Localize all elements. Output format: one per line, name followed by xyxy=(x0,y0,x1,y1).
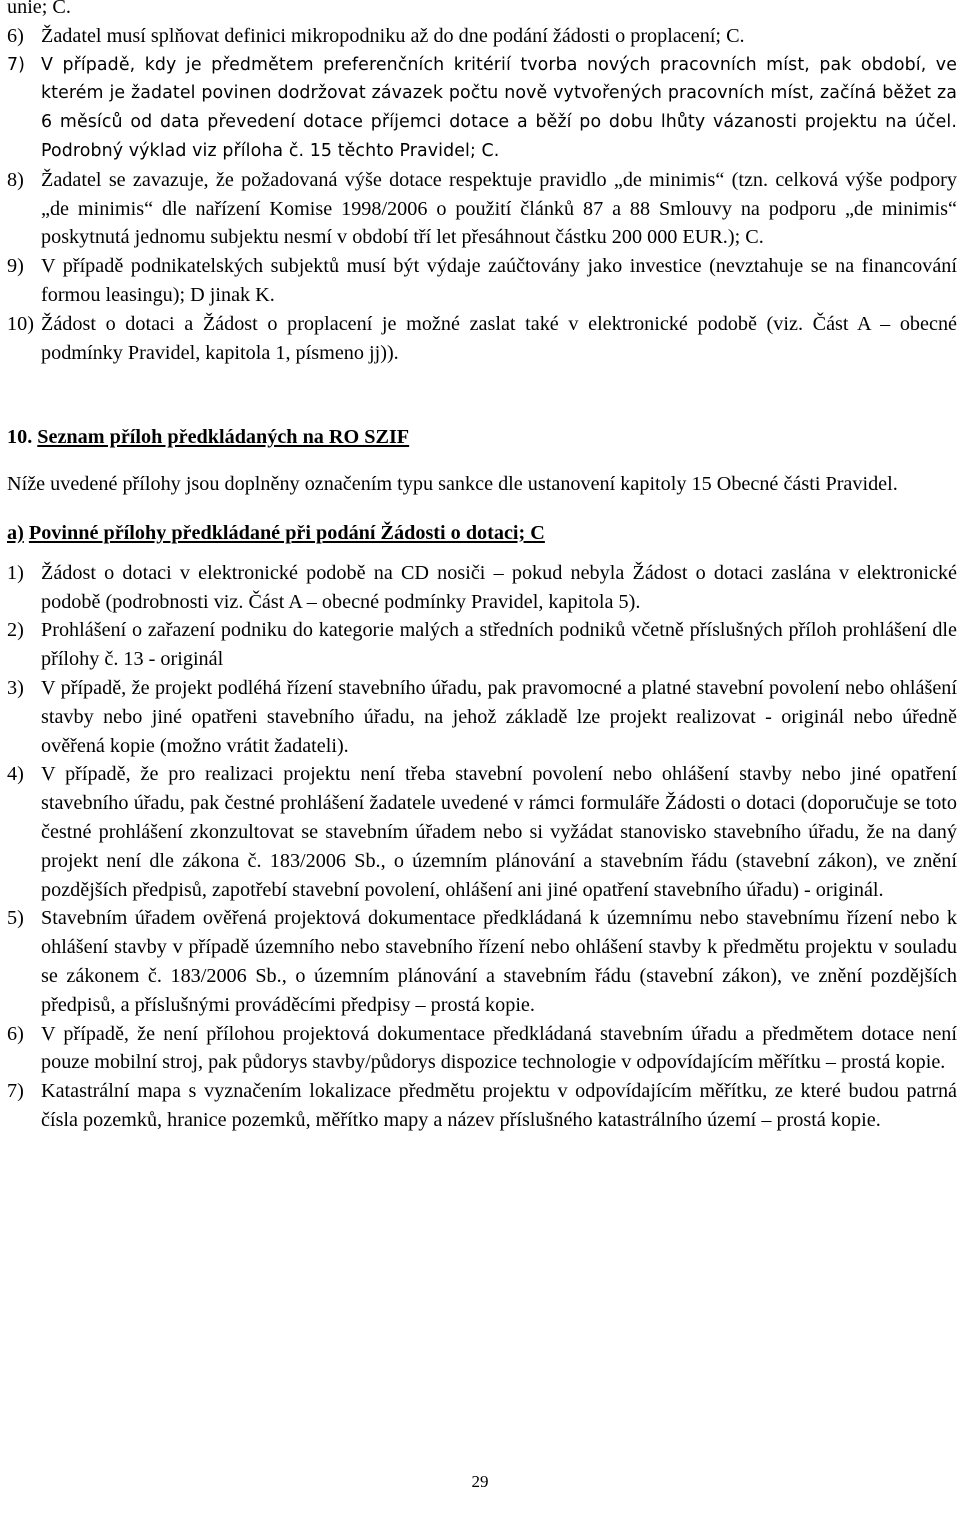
item-number: 7) xyxy=(7,1080,24,1103)
section-number: 10. xyxy=(7,426,33,449)
item-text: Prohlášení o zařazení podniku do kategorie malých a středních podniků včetně příslušných příloh prohlášení dle přílohy č. 13 - originál xyxy=(41,619,957,671)
item-number: 8) xyxy=(7,168,24,191)
item-number: 6) xyxy=(7,24,24,47)
item-text: V případě, že není přílohou projektová dokumentace předkládaná stavebním úřadu a předmětem dotace není pouze mobilní stroj, pak půdorys stavby/půdorys dispozice technologie v odpovídajícím měřítku – prostá kopie. xyxy=(41,1022,957,1074)
subsection-letter: a) xyxy=(7,521,24,544)
item-text: Žádost o dotaci v elektronické podobě na CD nosiči – pokud nebyla Žádost o dotaci zaslána v elektronické podobě (podrobnosti viz. Část A – obecné podmínky Pravidel, kapitola 5). xyxy=(41,561,957,613)
item-number: 10) xyxy=(7,312,34,335)
attachment-item xyxy=(7,616,957,674)
subsection-heading xyxy=(7,519,957,548)
item-text: Stavebním úřadem ověřená projektová dokumentace předkládaná k územnímu nebo stavebnímu řízení nebo k ohlášení stavby v případě územního nebo stavebního řízení nebo ohlášení stavby k předmětu projektu v souladu se zákonem č. 183/2006 Sb., o územním plánování a stavebním řádu (stavební zákon), ve znění pozdějších předpisů, a příslušnými prováděcími předpisy – prostá kopie. xyxy=(41,907,957,1016)
condition-item xyxy=(7,22,957,51)
item-text: Žadatel musí splňovat definici mikropodniku až do dne podání žádosti o proplacení; C. xyxy=(41,24,745,47)
item-number: 5) xyxy=(7,907,24,930)
attachment-item xyxy=(7,559,957,617)
attachment-item xyxy=(7,1077,957,1135)
item-text: Žadatel se zavazuje, že požadovaná výše dotace respektuje pravidlo „de minimis“ (tzn. celková výše podpory „de minimis“ dle nařízení Komise 1998/2006 o použití článků 87 a 88 Smlouvy na podporu „de minimis“ poskytnutá jednomu subjektu nesmí v období tří let přesáhnout částku 200 000 EUR.); C. xyxy=(41,168,957,249)
condition-item xyxy=(7,51,957,166)
section-title: Seznam příloh předkládaných na RO SZIF xyxy=(37,426,410,449)
section-heading xyxy=(7,423,957,452)
item-text: Žádost o dotaci a Žádost o proplacení je možné zaslat také v elektronické podobě (viz. Část A – obecné podmínky Pravidel, kapitola 1, písmeno jj)). xyxy=(41,312,957,364)
item-text: V případě, kdy je předmětem preferenčních kritérií tvorba nových pracovních míst, pak období, ve kterém je žadatel povinen dodržovat závazek počtu nově vytvořených pracovních míst, začíná běžet za 6 měsíců od data převedení dotace příjemci dotace a běží po dobu lhůty vázanosti projektu na účel. Podrobný výklad viz příloha č. 15 těchto Pravidel; C. xyxy=(41,54,957,161)
item-text: V případě podnikatelských subjektů musí být výdaje zaúčtovány jako investice (nevztahuje se na financování formou leasingu); D jinak K. xyxy=(41,255,957,306)
item-number: 7) xyxy=(7,54,26,75)
condition-item xyxy=(7,252,957,310)
item-number: 6) xyxy=(7,1022,24,1045)
attachment-item xyxy=(7,760,957,904)
attachment-item xyxy=(7,674,957,760)
item-text: V případě, že projekt podléhá řízení stavebního úřadu, pak pravomocné a platné stavební povolení nebo ohlášení stavby nebo jiné opatřeni stavebního úřadu, na jehož základě lze projekt realizovat - originál nebo úředně ověřená kopie (možno vrátit žadateli). xyxy=(41,676,957,757)
item-number: 1) xyxy=(7,561,24,584)
item-text: Katastrální mapa s vyznačením lokalizace předmětu projektu v odpovídajícím měřítku, ze které budou patrná čísla pozemků, hranice pozemků, měřítko mapy a název příslušného katastrálního území – prostá kopie. xyxy=(41,1080,957,1131)
page-number: 29 xyxy=(471,1472,489,1491)
subsection-title: Povinné přílohy předkládané při podání Žádosti o dotaci; C xyxy=(28,521,545,544)
item-number: 4) xyxy=(7,763,24,786)
conditions-list xyxy=(7,22,957,368)
continued-text-fragment: unie; C. xyxy=(7,0,71,18)
condition-item xyxy=(7,166,957,252)
attachment-item xyxy=(7,904,957,1019)
item-number: 3) xyxy=(7,676,24,699)
attachment-item xyxy=(7,1020,957,1078)
item-number: 2) xyxy=(7,619,24,642)
item-text: V případě, že pro realizaci projektu není třeba stavební povolení nebo ohlášení stavby nebo jiné opatření stavebního úřadu, pak čestné prohlášení žadatele uvedené v rámci formuláře Žádosti o dotaci (doporučuje se toto čestné prohlášení zkonzultovat se stavebním úřadem nebo si vyžádat stanovisko stavebního úřadu, že na daný projekt není dle zákona č. 183/2006 Sb., o územním plánování a stavebním řádu (stavební zákon), ve znění pozdějších předpisů, zapotřebí stavební povolení, ohlášení ani jiné opatření stavebního úřadu) - originál. xyxy=(41,763,957,901)
item-number: 9) xyxy=(7,255,24,278)
page-content xyxy=(7,0,957,1135)
attachments-list xyxy=(7,559,957,1135)
condition-item xyxy=(7,310,957,368)
section-intro: Níže uvedené přílohy jsou doplněny označením typu sankce dle ustanovení kapitoly 15 Obecné části Pravidel. xyxy=(7,473,898,496)
